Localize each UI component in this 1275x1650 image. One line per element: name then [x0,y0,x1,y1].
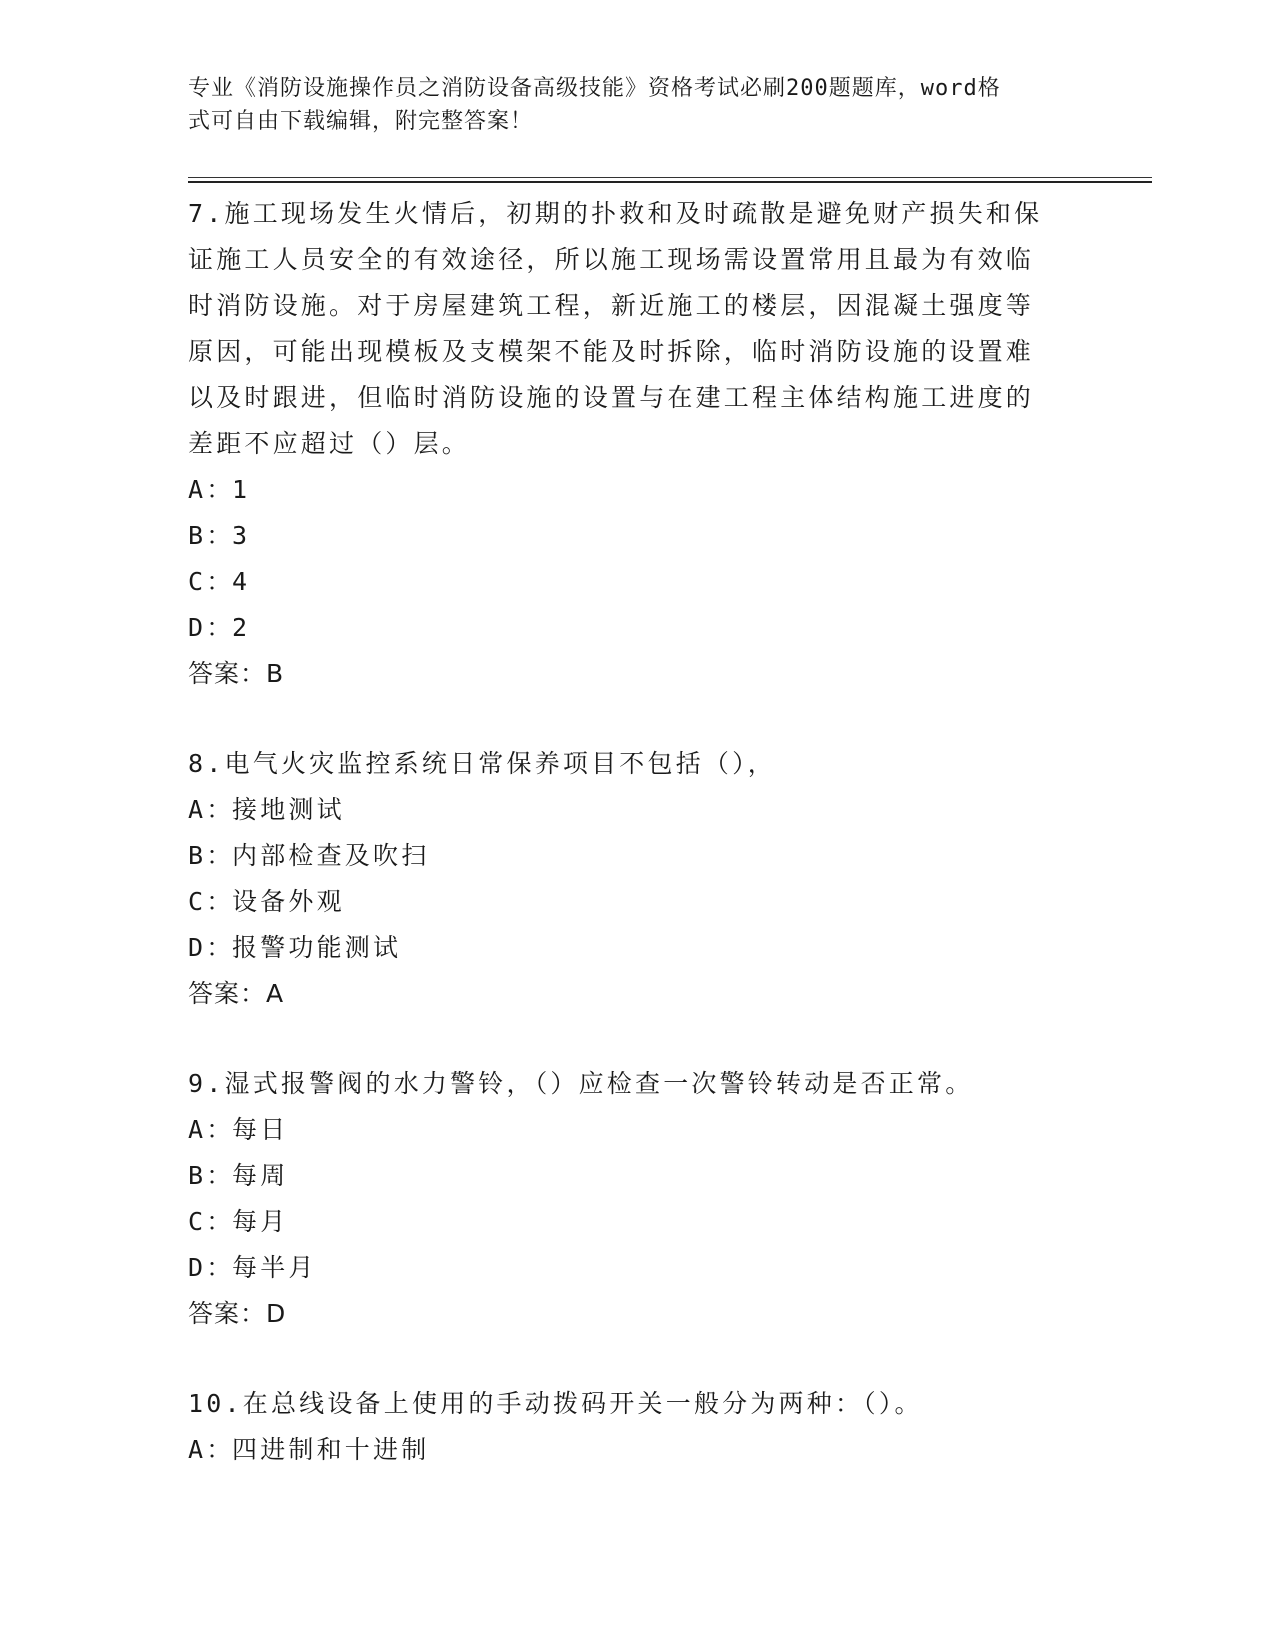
question-text: 8.电气火灾监控系统日常保养项目不包括（）， [188,749,777,778]
question-text-line: 证施工人员安全的有效途径，所以施工现场需设置常用且最为有效临 [188,245,1035,274]
question-10 [188,1381,1068,1473]
option-value: 每月 [232,1207,289,1236]
option-key: C： [188,1207,235,1236]
question-text-line: 以及时跟进，但临时消防设施的设置与在建工程主体结构施工进度的 [188,383,1035,412]
question-text-line: 差距不应超过（）层。 [188,429,471,458]
option-key: C： [188,567,235,596]
option-value: 报警功能测试 [232,933,402,962]
option-key: B： [188,841,235,870]
question-text [188,191,1068,467]
answer: 答案：B [188,659,285,688]
option-a [188,787,1068,833]
question-text-line: 原因，可能出现模板及支模架不能及时拆除，临时消防设施的设置难 [188,337,1035,366]
option-b [188,833,1068,879]
option-a [188,467,1068,513]
option-a [188,1107,1068,1153]
question-list [188,191,1068,1473]
option-value: 四进制和十进制 [232,1435,430,1464]
question-text-line: 时消防设施。对于房屋建筑工程，新近施工的楼层，因混凝土强度等 [188,291,1035,320]
option-key: D： [188,1253,235,1282]
option-d [188,605,1068,651]
option-key: A： [188,475,235,504]
option-value: 1 [232,475,251,504]
option-a [188,1427,1068,1473]
option-key: C： [188,887,235,916]
option-key: D： [188,933,235,962]
option-c [188,1199,1068,1245]
spacer [188,1337,1068,1381]
answer: 答案：A [188,979,285,1008]
option-value: 每半月 [232,1253,317,1282]
option-d [188,925,1068,971]
option-d [188,1245,1068,1291]
option-c [188,559,1068,605]
question-text-line: 7.施工现场发生火情后，初期的扑救和及时疏散是避免财产损失和保 [188,199,1043,228]
option-value: 每日 [232,1115,289,1144]
option-value: 内部检查及吹扫 [232,841,430,870]
header-line-2: 式可自由下载编辑，附完整答案！ [188,109,534,134]
option-value: 接地测试 [232,795,345,824]
question-7 [188,191,1068,697]
spacer [188,1017,1068,1061]
option-b [188,513,1068,559]
question-text: 9.湿式报警阀的水力警铃，（）应检查一次警铃转动是否正常。 [188,1069,974,1098]
header-line-1: 专业《消防设施操作员之消防设备高级技能》资格考试必刷200题题库，word格 [188,76,1001,101]
option-key: A： [188,1115,235,1144]
header-divider-thick [188,181,1152,183]
option-key: A： [188,795,235,824]
question-8 [188,741,1068,1017]
header-divider-thin [188,177,1152,178]
option-value: 2 [232,613,251,642]
option-key: B： [188,521,235,550]
option-b [188,1153,1068,1199]
option-value: 4 [232,567,251,596]
option-c [188,879,1068,925]
document-header [188,72,1068,138]
option-key: A： [188,1435,235,1464]
question-text: 10.在总线设备上使用的手动拨码开关一般分为两种：（）。 [188,1389,923,1418]
option-value: 设备外观 [232,887,345,916]
option-key: D： [188,613,235,642]
question-9 [188,1061,1068,1337]
option-key: B： [188,1161,235,1190]
option-value: 3 [232,521,251,550]
answer: 答案：D [188,1299,287,1328]
option-value: 每周 [232,1161,289,1190]
spacer [188,697,1068,741]
